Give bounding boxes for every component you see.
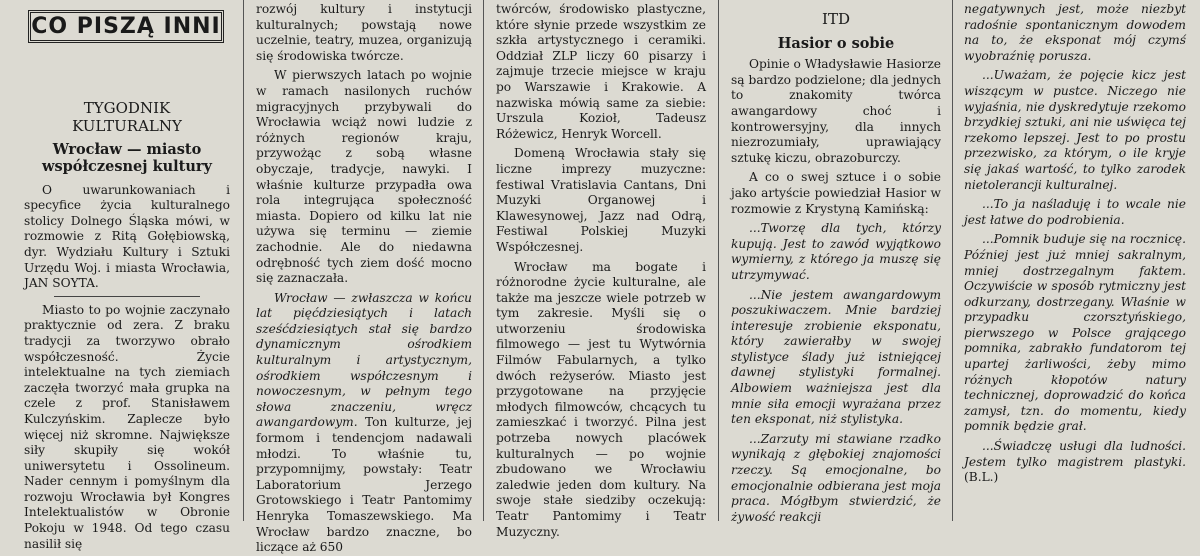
article-headline: Wrocław — miasto współczesnej kultury [42, 140, 212, 175]
article-paragraph: Opinie o Władysławie Hasiorze są bardzo podzielone; dla jednych to znakomity twórca awangardowy choć i kontrowersyjny, dla innych niezrozumiały, uprawiający sztukę kiczu, obrazoburczy. [731, 57, 941, 165]
article-paragraph: twórców, środowisko plastyczne, które słynie przede wszystkim ze szkła artystycznego i ceramiki. Oddział ZLP liczy 60 pisarzy i zajmuje trzecie miejsce w kraju po Warszawie i Krakowie. A nazwiska mówią same za siebie: Urszula Kozioł, Tadeusz Różewicz, Henryk Worcell. [496, 2, 706, 141]
column-1 [18, 0, 236, 551]
article-paragraph [256, 291, 472, 556]
source-publication-name: ITD [822, 10, 850, 28]
quote-paragraph: ...Pomnik buduje się na rocznicę. Później jest już mniej sakralnym, mniej dostrzegalnym faktem. Oczywiście w sposób rytmiczny jest odkurzany, dostrzegany. Właśnie w przypadku czorsztyńskiego, pierwszego w Polsce grającego pomnika, zabrakło fundatorom tej upartej żarliwości, żeby mimo różnych kłopotów natury technicznej, doprowadzić do końca zamysł, tzn. do momentu, kiedy pomnik będzie grał. [964, 232, 1186, 434]
quote-paragraph: negatywnych jest, może niezbyt radośnie spontanicznym dowodem na to, że eksponat mój czymś wyobraźnię porusza. [964, 2, 1186, 63]
quote-paragraph [964, 439, 1186, 486]
column-3 [490, 0, 712, 539]
column-2 [250, 0, 478, 555]
divider [54, 296, 200, 297]
column-4 [725, 0, 947, 524]
closing-quote: ...Świadczę usługi dla ludności. Jestem tylko magistrem plastyki. [964, 439, 1186, 469]
article-intro: O uwarunkowaniach i specyfice życia kulturalnego stolicy Dolnego Śląska mówi, w rozmowie z Ritą Gołębiowską, dyr. Wydziału Kultury i Sztuki Urzędu Woj. i miasta Wrocławia, JAN SOYTA. [24, 182, 230, 291]
article-paragraph: W pierwszych latach po wojnie w ramach nasilonych ruchów migracyjnych przybywali do Wrocławia wciąż nowi ludzie z różnych regionów kraju, przywożąc z sobą własne obyczaje, tradycje, nawyki. I właśnie kulturze przypadła owa rola integrująca społeczność miasta. Dopiero od kilku lat nie używa się terminu — ziemie zachodnie. Ale do niedawna odrębność tych ziem dość mocno się zaznaczała. [256, 68, 472, 286]
quote-paragraph: ...Nie jestem awangardowym poszukiwaczem. Mnie bardziej interesuje zrobienie eksponatu, który zawierałby w swojej stylistyce ślady już istniejącej dawnej stylistyki formalnej. Albowiem ważniejsza jest dla mnie siła emocji wyrażana przez ten eksponat, niż stylistyka. [731, 287, 941, 427]
article-paragraph: Miasto to po wojnie zaczynało praktycznie od zera. Z braku tradycji za tworzywo obrało współczesność. Życie intelektualne na tych ziemiach zaczęła tworzyć mała grupka na czele z prof. Stanisławem Kulczyńskim. Zaplecze było więcej niż skromne. Największe siły skupiły się wokół uniwersytetu i Ossolineum. Nader cennym i pomyślnym dla rozwoju Wrocławia był Kongres Intelektualistów w Obronie Pokoju w 1948. Od tego czasu nasilił się [24, 302, 230, 551]
quote-paragraph: ...To ja naśladuję i to wcale nie jest łatwe do podrobienia. [964, 197, 1186, 227]
article-paragraph: Wrocław ma bogate i różnorodne życie kulturalne, ale także ma jeszcze wiele potrzeb w tym zakresie. Myśli się o utworzeniu środowiska filmowego — jest tu Wytwórnia Filmów Fabularnych, a tylko dwóch reżyserów. Miasto jest przygotowane na przyjęcie młodych filmowców, chcących tu zamieszkać i tworzyć. Pilna jest potrzeba nowych placówek kulturalnych — po wojnie zbudowano we Wrocławiu zaledwie jeden dom kultury. Na swoje stałe siedziby oczekują: Teatr Pantomimy i Teatr Muzyczny. [496, 259, 706, 539]
column-5 [958, 0, 1192, 521]
quote-paragraph: ...Uważam, że pojęcie kicz jest wiszącym w pustce. Niczego nie wyjaśnia, nie dyskredytuje rzekomo brzydkiej sztuki, ani nie uświęca tej rzekomo lepszej. Jest to po prostu przezwisko, za którym, o ile kryje się jakaś wartość, to tylko zarodek nietolerancji kulturalnej. [964, 68, 1186, 192]
column-rule [483, 0, 484, 521]
article-paragraph: Domeną Wrocławia stały się liczne imprezy muzyczne: festiwal Vratislavia Cantans, Dni Muzyki Organowej i Klawesynowej, Jazz nad Odrą, Festiwal Polskiej Muzyki Współczesnej. [496, 146, 706, 254]
source-publication-name: TYGODNIK KULTURALNY [72, 98, 182, 135]
column-rule [718, 0, 719, 521]
article-text: Ton kulturze, jej formom i tendencjom nadawali młodzi. To właśnie tu, przypomnijmy, powstały: Teatr Laboratorium Jerzego Grotowskiego i Teatr Pantomimy Henryka Tomaszewskiego. Ma Wrocław bardzo znaczne, bo liczące aż 650 [256, 415, 472, 555]
quote-paragraph: ...Tworzę dla tych, którzy kupują. Jest to zawód wyjątkowo wymierny, z którego ja muszę się utrzymywać. [731, 221, 941, 282]
article-headline: Hasior o sobie [777, 34, 895, 52]
column-rule [243, 0, 244, 521]
italic-passage: Wrocław — zwłaszcza w końcu lat pięćdziesiątych i latach sześćdziesiątych stał się bardzo dynamicznym ośrodkiem kulturalnym i artystycznym, ośrodkiem współczesnym i nowoczesnym, w pełnym tego słowa znaczeniu, wręcz awangardowym. [256, 290, 472, 430]
author-signature: (B.L.) [964, 470, 999, 485]
column-rule [952, 0, 953, 521]
article-paragraph: rozwój kultury i instytucji kulturalnych; powstają nowe uczelnie, teatry, muzea, organizują się środowiska twórcze. [256, 2, 472, 63]
article-paragraph: A co o swej sztuce i o sobie jako artyście powiedział Hasior w rozmowie z Krystyną Kamińską: [731, 170, 941, 216]
section-title: CO PISZĄ INNI [28, 10, 224, 43]
quote-paragraph: ...Zarzuty mi stawiane rzadko wynikają z głębokiej znajomości rzeczy. Są emocjonalne, bo emocjonalnie odbierana jest moja praca. Mógłbym stwierdzić, że żywość reakcji [731, 431, 941, 524]
